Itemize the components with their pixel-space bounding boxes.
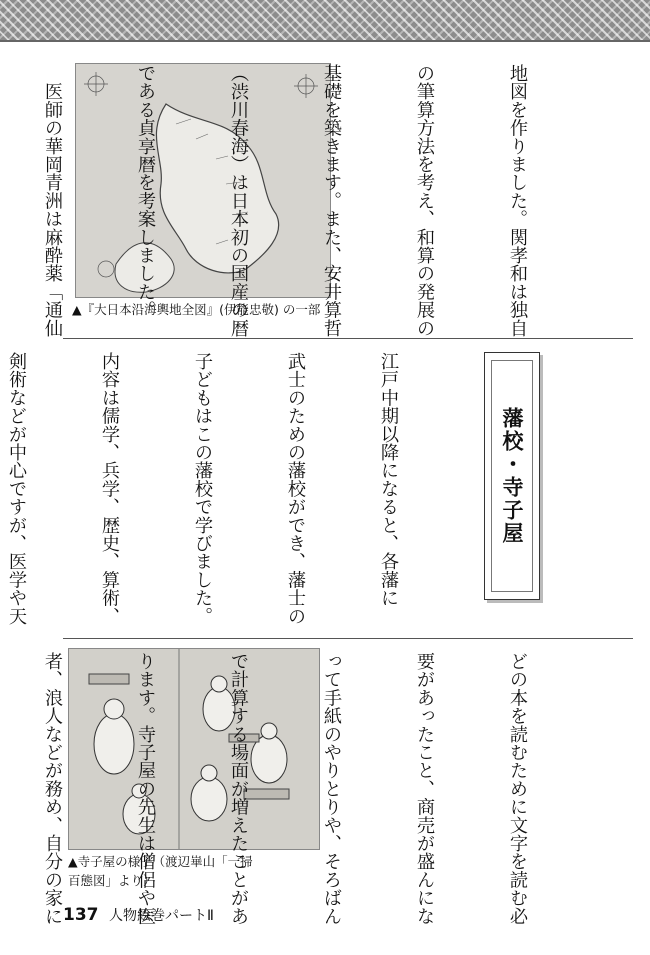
caption-line: 百態図」より） <box>68 873 156 888</box>
text-line: 武士のための藩校ができ、藩士の <box>285 352 306 625</box>
text-line: 医師の華岡青洲は麻酔薬「通仙 <box>42 64 63 337</box>
decorative-top-border <box>0 0 650 42</box>
page-footer <box>63 905 214 925</box>
text-line: の筆算方法を考え、和算の発展の <box>414 64 435 337</box>
section-divider <box>63 638 633 639</box>
page-number: 137 <box>63 905 99 925</box>
section-heading-box <box>484 352 540 600</box>
text-line: 剣術などが中心ですが、医学や天 <box>6 352 27 625</box>
text-line: である貞享暦を考案しました。 <box>135 64 156 319</box>
text-line: 要があったこと、商売が盛んにな <box>414 652 435 925</box>
text-line: って手紙のやりとりや、そろばん <box>321 652 342 925</box>
text-line: で計算する場面が増えたことがあ <box>228 652 249 925</box>
section-heading-frame <box>491 360 533 592</box>
text-line: 内容は儒学、兵学、歴史、算術、 <box>99 352 120 625</box>
section-divider <box>63 338 633 339</box>
section2-body <box>6 352 466 628</box>
text-line: 江戸中期以降になると、各藩に <box>378 352 399 607</box>
caption-line: ▲寺子屋の様子（渡辺崋山「一掃 <box>68 854 253 869</box>
text-line: 基礎を築きます。また、安井算哲 <box>321 64 342 337</box>
text-line: 地図を作りました。関孝和は独自 <box>507 64 528 337</box>
text-line: どの本を読むために文字を読む必 <box>507 652 528 925</box>
text-line: （渋川春海）は日本初の国産の暦 <box>228 64 249 337</box>
text-line: 者、浪人などが務め、自分の家に <box>42 652 63 925</box>
section-heading: 藩校・寺子屋 <box>500 407 524 545</box>
map-image-caption: ▲『大日本沿海輿地全図』(伊能忠敬) の一部 <box>72 302 321 317</box>
book-title: 人物絵巻パートⅡ <box>108 908 214 924</box>
text-line: ります。寺子屋の先生は僧侶や医 <box>135 652 156 925</box>
text-line: 子どもはこの藩校で学びました。 <box>192 352 213 625</box>
